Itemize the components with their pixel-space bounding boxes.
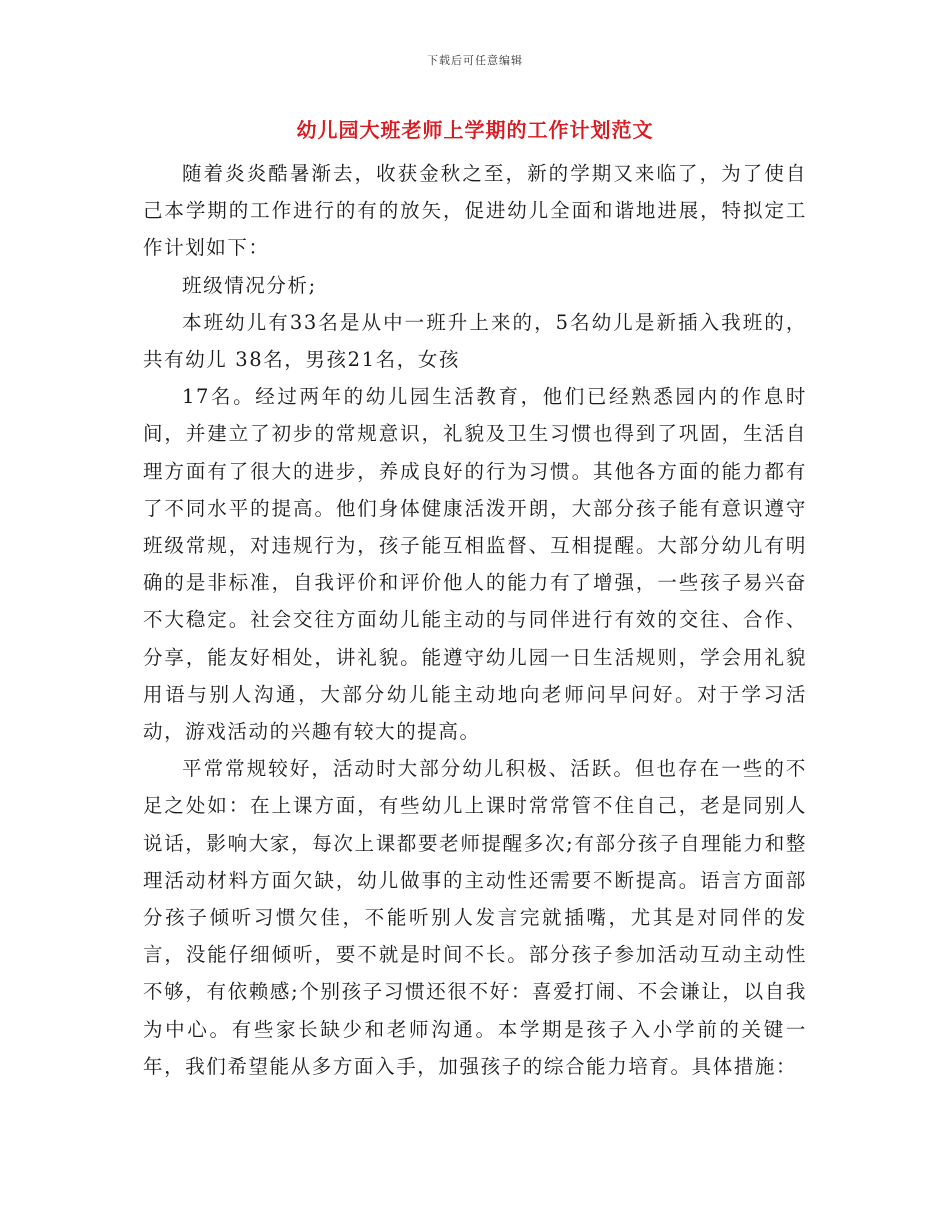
document-body <box>143 155 807 1085</box>
document-title: 幼儿园大班老师上学期的工作计划范文 <box>296 118 654 142</box>
paragraph-progress: 17名。经过两年的幼儿园生活教育，他们已经熟悉园内的作息时间，并建立了初步的常规意识，礼貌及卫生习惯也得到了巩固，生活自理方面有了很大的进步，养成良好的行为习惯。其他各方面的能力都有了不同水平的提高。他们身体健康活泼开朗，大部分孩子能有意识遵守班级常规，对违规行为，孩子能互相监督、互相提醒。大部分幼儿有明确的是非标准，自我评价和评价他人的能力有了增强，一些孩子易兴奋不大稳定。社会交往方面幼儿能主动的与同伴进行有效的交往、合作、分享，能友好相处，讲礼貌。能遵守幼儿园一日生活规则，学会用礼貌用语与别人沟通，大部分幼儿能主动地向老师问早问好。对于学习活动，游戏活动的兴趣有较大的提高。 <box>143 385 807 744</box>
paragraph-intro: 随着炎炎酷暑渐去，收获金秋之至，新的学期又来临了，为了使自己本学期的工作进行的有的放矢，促进幼儿全面和谐地进展，特拟定工作计划如下： <box>143 162 807 260</box>
paragraph-class-analysis-heading: 班级情况分析; <box>182 273 317 297</box>
header-note: 下载后可任意编辑 <box>427 54 523 67</box>
paragraph-class-numbers: 本班幼儿有33名是从中一班升上来的，5名幼儿是新插入我班的，共有幼儿 38名，男孩21名，女孩 <box>143 310 807 372</box>
paragraph-shortcomings: 平常常规较好，活动时大部分幼儿积极、活跃。但也存在一些的不足之处如：在上课方面，有些幼儿上课时常常管不住自己，老是同别人说话，影响大家，每次上课都要老师提醒多次;有部分孩子自理能力和整理活动材料方面欠缺，幼儿做事的主动性还需要不断提高。语言方面部分孩子倾听习惯欠佳，不能听别人发言完就插嘴，尤其是对同伴的发言，没能仔细倾听，要不就是时间不长。部分孩子参加活动互动主动性不够，有依赖感;个别孩子习惯还很不好：喜爱打闹、不会谦让，以自我为中心。有些家长缺少和老师沟通。本学期是孩子入小学前的关键一年，我们希望能从多方面入手，加强孩子的综合能力培育。具体措施： <box>143 757 807 1078</box>
